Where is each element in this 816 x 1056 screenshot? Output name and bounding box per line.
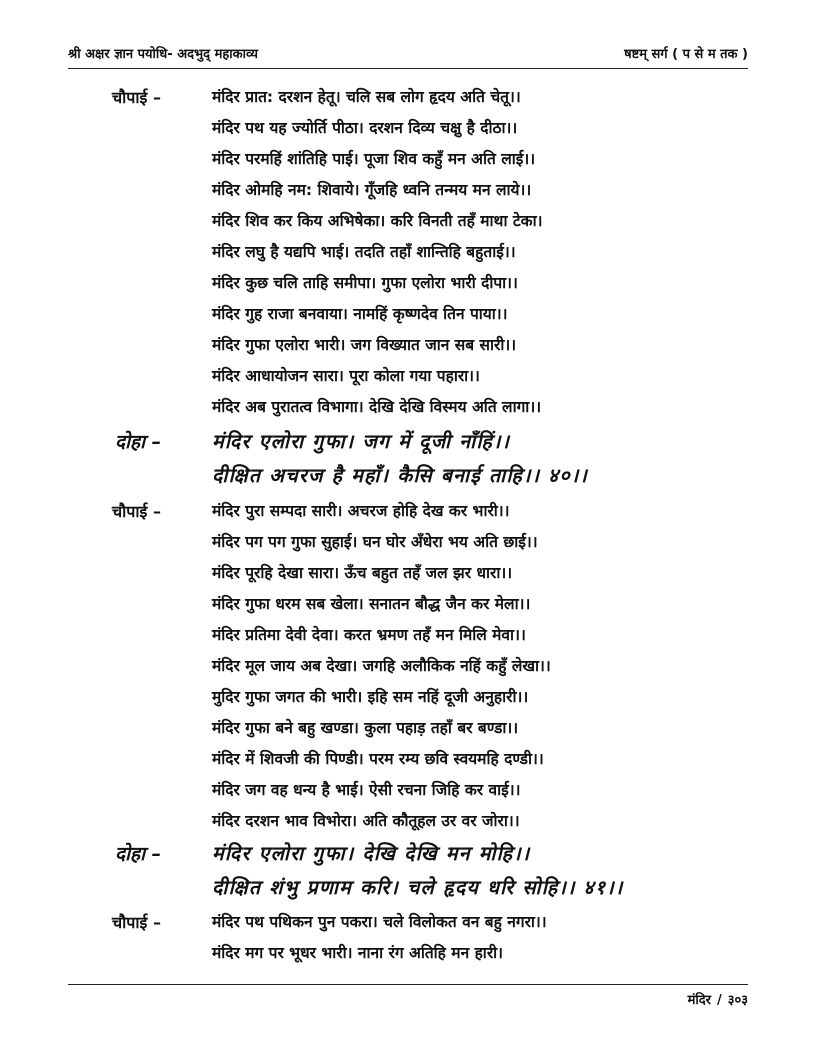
section-label: चौपाई – xyxy=(112,88,161,107)
section-label: दोहा – xyxy=(115,843,162,865)
verse-line: मंदिर आधायोजन सारा। पूरा कोला गया पहारा।। xyxy=(212,367,480,385)
verse-lines xyxy=(212,907,816,969)
verse-line: मंदिर पूरहि देखा सारा। ऊँच बहुत तहँ जल झर धारा।। xyxy=(212,564,513,582)
page-number: ३०३ xyxy=(727,993,748,1008)
section-label: दोहा – xyxy=(115,431,162,453)
verse-line: मंदिर ओमहि नम: शिवाये। गूँजहि ध्वनि तन्मय मन लाये।। xyxy=(212,181,532,199)
verse-line: मुदिर गुफा जगत की भारी। इहि सम नहिं दूजी अनुहारी।। xyxy=(212,688,529,706)
verse-lines xyxy=(212,82,816,423)
page-footer xyxy=(688,990,748,1008)
running-header-chapter: षष्टम् सर्ग ( प से म तक ) xyxy=(624,47,748,62)
verse-line: मंदिर मग पर भूधर भारी। नाना रंग अतिहि मन हारी। xyxy=(212,944,504,962)
verse-line: मंदिर पुरा सम्पदा सारी। अचरज होहि देख कर भारी।। xyxy=(212,502,510,520)
verse-lines xyxy=(212,837,816,905)
footer-word: मंदिर xyxy=(687,993,711,1008)
verse-lines xyxy=(212,496,816,837)
chaupai-section xyxy=(0,907,816,969)
verse-line: मंदिर कुछ चलि ताहि समीपा। गुफा एलोरा भारी दीपा।। xyxy=(212,274,518,292)
doha-section xyxy=(0,425,816,493)
verse-line: मंदिर अब पुरातत्व विभागा। देखि देखि विस्मय अति लागा।। xyxy=(212,398,542,416)
verse-line: मंदिर जग वह धन्य है भाई। ऐसी रचना जिहि कर वाई।। xyxy=(212,781,521,799)
section-label: चौपाई – xyxy=(112,913,161,932)
verse-line: मंदिर में शिवजी की पिण्डी। परम रम्य छवि स्वयमहि दण्डी।। xyxy=(212,750,544,768)
verse-content xyxy=(0,82,816,969)
verse-line: मंदिर पथ यह ज्योर्ति पीठा। दरशन दिव्य चक्षु है दीठा।। xyxy=(212,119,518,137)
verse-line: मंदिर गुफा बने बहु खण्डा। कुला पहाड़ तहाँ बर बण्डा।। xyxy=(212,719,519,737)
verse-line: मंदिर परमहिं शांतिहि पाई। पूजा शिव कहुँ मन अति लाई।। xyxy=(212,150,536,168)
verse-line: मंदिर प्रतिमा देवी देवा। करत भ्रमण तहँ मन मिलि मेवा।। xyxy=(212,626,526,644)
footer-separator: / xyxy=(716,993,722,1008)
verse-line: मंदिर गुफा एलोरा भारी। जग विख्यात जान सब सारी।। xyxy=(212,336,517,354)
running-header-title: श्री अक्षर ज्ञान पयोधि- अदभुद् महाकाव्य xyxy=(68,47,258,62)
chaupai-section xyxy=(0,496,816,837)
verse-line: मंदिर पग पग गुफा सुहाई। घन घोर अँधेरा भय अति छाई।। xyxy=(212,533,538,551)
doha-section xyxy=(0,837,816,905)
verse-line: मंदिर गुह राजा बनवाया। नामहिं कृष्णदेव तिन पाया।। xyxy=(212,305,508,323)
doha-line: दीक्षित शंभु प्रणाम करि। चले हृदय धरि सोहि।। ४१।। xyxy=(212,876,624,899)
doha-line: दीक्षित अचरज है महाँ। कैसि बनाई ताहि।। ४०।। xyxy=(212,464,589,487)
verse-line: मंदिर लघु है यद्यपि भाई। तदति तहाँ शान्तिहि बहुताई।। xyxy=(212,243,516,261)
footer-rule xyxy=(68,984,748,985)
verse-line: मंदिर दरशन भाव विभोरा। अति कौतूहल उर वर जोरा।। xyxy=(212,812,520,830)
verse-line: मंदिर प्रात: दरशन हेतू। चलि सब लोग हृदय अति चेतू।। xyxy=(212,88,521,106)
section-label: चौपाई – xyxy=(112,502,161,521)
verse-line: मंदिर मूल जाय अब देखा। जगहि अलौकिक नहिं कहुँ लेखा।। xyxy=(212,657,551,675)
chaupai-section xyxy=(0,82,816,423)
doha-line: मंदिर एलोरा गुफा। जग में दूजी नाँहिं।। xyxy=(212,430,511,453)
doha-line: मंदिर एलोरा गुफा। देखि देखि मन मोहि।। xyxy=(212,842,531,865)
verse-lines xyxy=(212,425,816,493)
verse-line: मंदिर गुफा धरम सब खेला। सनातन बौद्ध जैन कर मेला।। xyxy=(212,595,531,613)
header-rule xyxy=(68,68,748,69)
verse-line: मंदिर पथ पथिकन पुन पकरा। चले विलोकत वन बहु नगरा।। xyxy=(212,913,547,931)
verse-line: मंदिर शिव कर किय अभिषेका। करि विनती तहँ माथा टेका। xyxy=(212,212,543,230)
